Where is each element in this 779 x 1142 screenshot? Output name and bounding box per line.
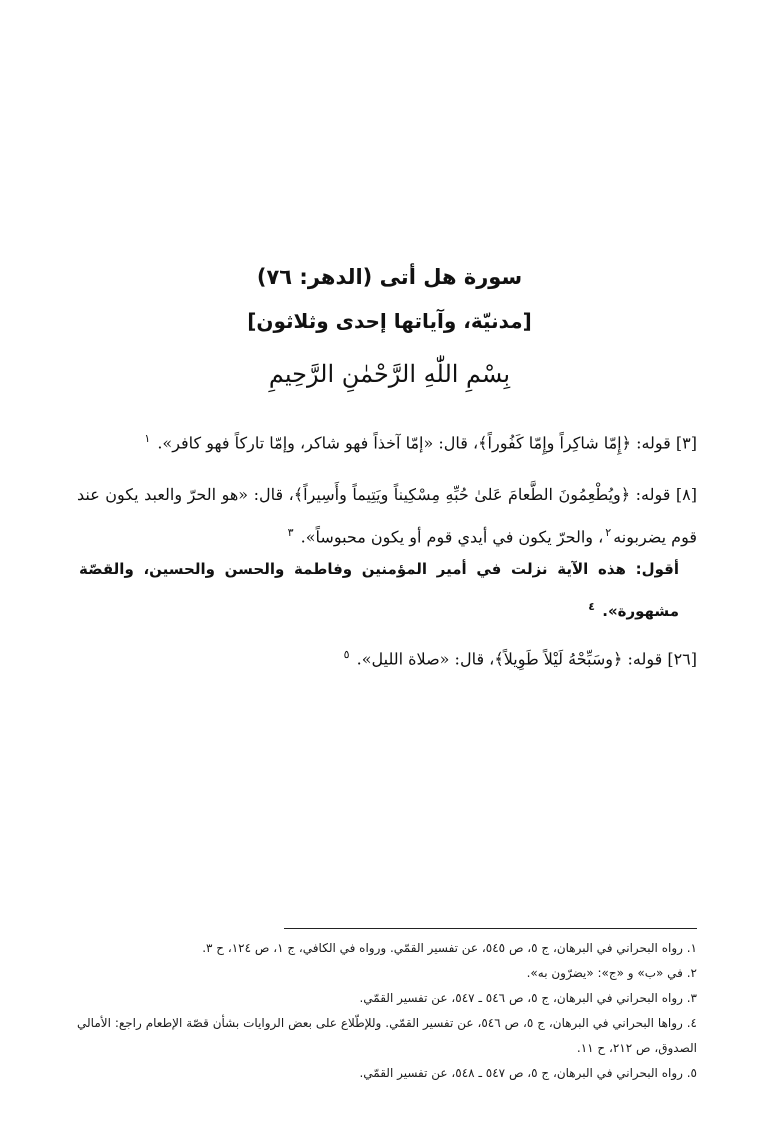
basmala-calligraphy: بِسْمِ اللّٰهِ الرَّحْمٰنِ الرَّحِيمِ: [268, 360, 511, 388]
footnote: ٢. في «ب» و «ج»: «يضرّون به».: [526, 966, 697, 980]
footnote-ref: ٤: [588, 600, 596, 613]
footnote: ١. رواه البحراني في البرهان، ج ٥، ص ٥٤٥، عن تفسير القمّي. ورواه في الكافي، ج ١، ص ١٢٤، ح ٣.: [202, 941, 697, 955]
footnote-ref: ٢: [605, 526, 612, 539]
footnote: ٤. رواها البحراني في البرهان، ج ٥، ص ٥٤٦، عن تفسير القمّي. وللإطّلاع على بعض الروايات بشأن قصّة الإطعام راجع: الأمالي الصدوق، ص ٢١٢، ح ١١.: [77, 1016, 697, 1055]
commentary-entry-verse-26: [77, 636, 697, 678]
entry-text: [٢٦] قوله: ﴿وسَبِّحْهُ لَيْلاً طَوِيلاً﴾، قال: «صلاة الليل».: [356, 649, 697, 669]
surah-title: سورة هل أتى (الدهر: ٧٦): [256, 265, 523, 289]
commentary-entry-verse-8: [77, 476, 697, 556]
surah-subtitle: [مدنيّة، وآياتها إحدى وثلاثون]: [247, 309, 532, 333]
footnote: ٥. رواه البحراني في البرهان، ج ٥، ص ٥٤٧ ـ ٥٤٨، عن تفسير القمّي.: [359, 1066, 697, 1080]
footnote: ٣. رواه البحراني في البرهان، ج ٥، ص ٥٤٦ ـ ٥٤٧، عن تفسير القمّي.: [359, 991, 697, 1005]
footnote-ref: ٥: [343, 648, 350, 661]
entry-text: [٨] قوله: ﴿ويُطْعِمُونَ الطَّعامَ عَلىٰ حُبِّهِ مِسْكِيناً ويَتِيماً وأَسِيراً﴾، قال: «هو الحرّ والعبد يكون عند قوم يضربونه: [77, 485, 697, 547]
author-comment: [79, 550, 679, 630]
commentary-entry-verse-3: [77, 420, 697, 462]
entry-text-continued: ، والحرّ يكون في أيدي قوم أو يكون محبوساً».: [300, 527, 604, 547]
footnote-divider: [284, 928, 697, 929]
footnotes-list: [77, 936, 697, 1086]
comment-text: أقول: هذه الآية نزلت في أمير المؤمنين وفاطمة والحسن والحسين، والقصّة مشهورة».: [79, 560, 679, 620]
entry-text: [٣] قوله: ﴿إِمّا شاكِراً وإِمّا كَفُوراً﴾، قال: «إمّا آخذاً فهو شاكر، وإمّا تاركاً فهو كافر».: [157, 433, 697, 453]
footnote-ref: ١: [144, 432, 151, 445]
footnote-ref: ٣: [287, 526, 294, 539]
